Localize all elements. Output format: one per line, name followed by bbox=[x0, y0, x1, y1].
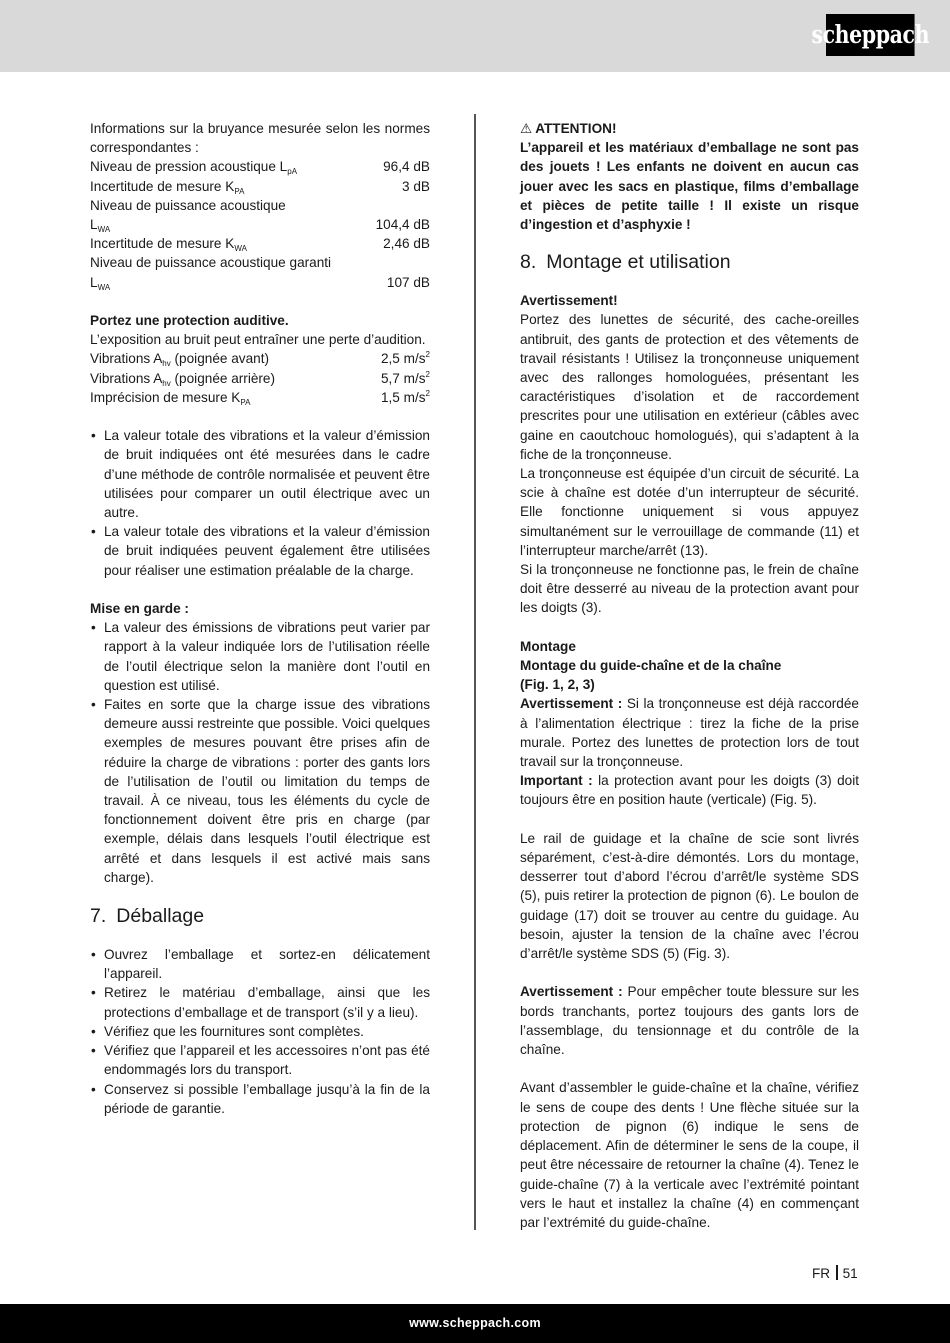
measurement-row: $L_{WA}$ 107 dB bbox=[90, 274, 430, 292]
measurement-row: Niveau de pression acoustique $L_{pA}$ 96,4 dB bbox=[90, 159, 430, 177]
list-item: • La valeur totale des vibrations et la valeur d’émission de bruit indiquées peuvent également être utilisées pour réaliser une estimation préalable de la charge. bbox=[90, 522, 430, 580]
vibration-bullets bbox=[90, 426, 430, 580]
list-item: • Vérifiez que les fournitures sont complètes. bbox=[90, 1022, 430, 1041]
warning-paragraph: Avertissement : Si la tronçonneuse est déjà raccordée à l’alimentation électrique : tirez la fiche de la prise murale. Portez des lunettes de protection lors de tout travail sur la tronçonneuse. bbox=[520, 696, 859, 770]
measurement-row: Incertitude de mesure $K_{PA}$ 3 dB bbox=[90, 178, 430, 196]
attention-heading: ⚠ ATTENTION! bbox=[520, 119, 859, 138]
montage-heading: Montage bbox=[520, 638, 576, 654]
measurement-row: $L_{WA}$ 104,4 dB bbox=[90, 217, 430, 235]
page-header bbox=[0, 0, 950, 72]
warning-text: Portez des lunettes de sécurité, des cache-oreilles antibruit, des gants de protection et des vêtements de travail résistants ! Utilisez la tronçonneuse uniquement avec des rallonges homologuées, présentant les caractéristiques d’isolation et de raccordement prescrites pour une utilisation en extérieur (câbles avec gaine en caoutchouc homologués), qui s’adaptent à la fiche de la tronçonneuse. bbox=[520, 312, 859, 462]
attention-text: L’appareil et les matériaux d’emballage ne sont pas des jouets ! Les enfants ne doivent en aucun cas jouer avec les sacs en plastique, films d’emballage et pièces de petite taille ! Il existe un risque d’ingestion et d’asphyxie ! bbox=[520, 140, 859, 233]
page-number: FR 51 bbox=[812, 1266, 858, 1281]
measurement-row: Incertitude de mesure $K_{WA}$ 2,46 dB bbox=[90, 236, 430, 254]
vibration-row: Vibrations $A_{hv}$ (poignée avant) 2,5 $m/s^2$ bbox=[90, 350, 430, 369]
list-item: • La valeur totale des vibrations et la valeur d’émission de bruit indiquées ont été mesurées dans le cadre d’une méthode de contrôle normalisée et peuvent être utilisées pour comparer un outil électrique avec un autre. bbox=[90, 426, 430, 522]
safety-text: La tronçonneuse est équipée d’un circuit de sécurité. La scie à chaîne est dotée d’un interrupteur de sécurité. Elle fonctionne uniquement si vous appuyez simultanément sur le verrouillage de commande (11) et l’interrupteur marche/arrêt (13). bbox=[520, 466, 859, 558]
warning-triangle-icon: ⚠ bbox=[520, 121, 533, 136]
vibration-row: Imprécision de mesure $K_{PA}$ 1,5 $m/s^2$ bbox=[90, 388, 430, 407]
list-item: • Faites en sorte que la charge issue des vibrations demeure aussi restreinte que possible. Voici quelques exemples de mesures pouvant être prises afin de réduire la charge de vibrations : porter des gants lors de l’utilisation de l’outil ou limitation du temps de travail. À ce niveau, tous les éléments du cycle de fonctionnement doivent être pris en charge (par exemple, délais dans lesquels l’outil électrique est arrêté et dans lesquels il est activé mais sans charge). bbox=[90, 695, 430, 887]
unpacking-bullets bbox=[90, 945, 430, 1118]
left-column bbox=[90, 119, 430, 1118]
montage-figure-ref: (Fig. 1, 2, 3) bbox=[520, 677, 595, 693]
caution-heading: Mise en garde : bbox=[90, 601, 189, 617]
right-column bbox=[520, 119, 859, 1232]
assembly-paragraph: Avant d’assembler le guide-chaîne et la chaîne, vérifiez le sens de coupe des dents ! Une flèche située sur la protection de pignon (6) indique le sens de déplacement. Afin de déterminer le sens de la coupe, il peut être nécessaire de retourner la chaîne (4). Tenez le guide-chaîne (7) à la verticale avec l’extrémité pointant vers le haut et installez la chaîne (4) en commençant par l’extrémité du guide-chaîne. bbox=[520, 1080, 859, 1230]
measurement-label: Niveau de puissance acoustique bbox=[90, 197, 286, 213]
scheppach-logo: scheppach bbox=[826, 14, 915, 56]
vibration-row: Vibrations $A_{hv}$ (poignée arrière) 5,7 $m/s^2$ bbox=[90, 369, 430, 388]
website-link[interactable]: www.scheppach.com bbox=[409, 1315, 541, 1330]
warning-paragraph: Avertissement : Pour empêcher toute blessure sur les bords tranchants, portez toujours des gants lors de l’assemblage, du tensionnage et du contrôle de la chaîne. bbox=[520, 984, 859, 1058]
list-item: • La valeur des émissions de vibrations peut varier par rapport à la valeur indiquée lors de l’utilisation réelle de l’outil électrique selon la manière dont l’outil en question est utilisé. bbox=[90, 618, 430, 695]
protection-heading: Portez une protection auditive. bbox=[90, 313, 289, 329]
list-item: • Retirez le matériau d’emballage, ainsi que les protections d’emballage et de transport (s’il y a lieu). bbox=[90, 983, 430, 1021]
list-item: • Vérifiez que l’appareil et les accessoires n’ont pas été endommagés lors du transport. bbox=[90, 1041, 430, 1079]
montage-subheading: Montage du guide-chaîne et de la chaîne bbox=[520, 658, 782, 674]
brake-text: Si la tronçonneuse ne fonctionne pas, le frein de chaîne doit être desserré au niveau de la protection avant pour les doigts (3). bbox=[520, 562, 859, 616]
noise-intro: Informations sur la bruyance mesurée selon les normes correspondantes : bbox=[90, 121, 430, 156]
list-item: • Ouvrez l’emballage et sortez-en délicatement l’appareil. bbox=[90, 945, 430, 983]
rail-paragraph: Le rail de guidage et la chaîne de scie sont livrés séparément, c’est-à-dire démontés. Lors du montage, desserrer tout d’abord l’écrou d’arrêt/le système SDS (5), puis retirer la protection de pignon (6). Le boulon de guidage (17) doit se trouver au centre du guidage. Au besoin, ajuster la tension de la chaîne avec l’écrou d’arrêt/le système SDS (5) (Fig. 3). bbox=[520, 830, 859, 962]
list-item: • Conservez si possible l’emballage jusqu’à la fin de la période de garantie. bbox=[90, 1080, 430, 1118]
separator bbox=[836, 1265, 838, 1280]
important-paragraph: Important : la protection avant pour les doigts (3) doit toujours être en position haute (verticale) (Fig. 5). bbox=[520, 773, 859, 808]
warning-heading: Avertissement! bbox=[520, 293, 618, 309]
section-7-heading: 7. Déballage bbox=[90, 905, 205, 928]
section-8-heading: 8. Montage et utilisation bbox=[520, 251, 731, 274]
caution-bullets bbox=[90, 618, 430, 887]
page-footer bbox=[0, 1304, 950, 1343]
column-divider bbox=[474, 114, 476, 1230]
measurement-label: Niveau de puissance acoustique garanti bbox=[90, 255, 332, 271]
protection-text: L’exposition au bruit peut entraîner une perte d’audition. bbox=[90, 332, 426, 348]
